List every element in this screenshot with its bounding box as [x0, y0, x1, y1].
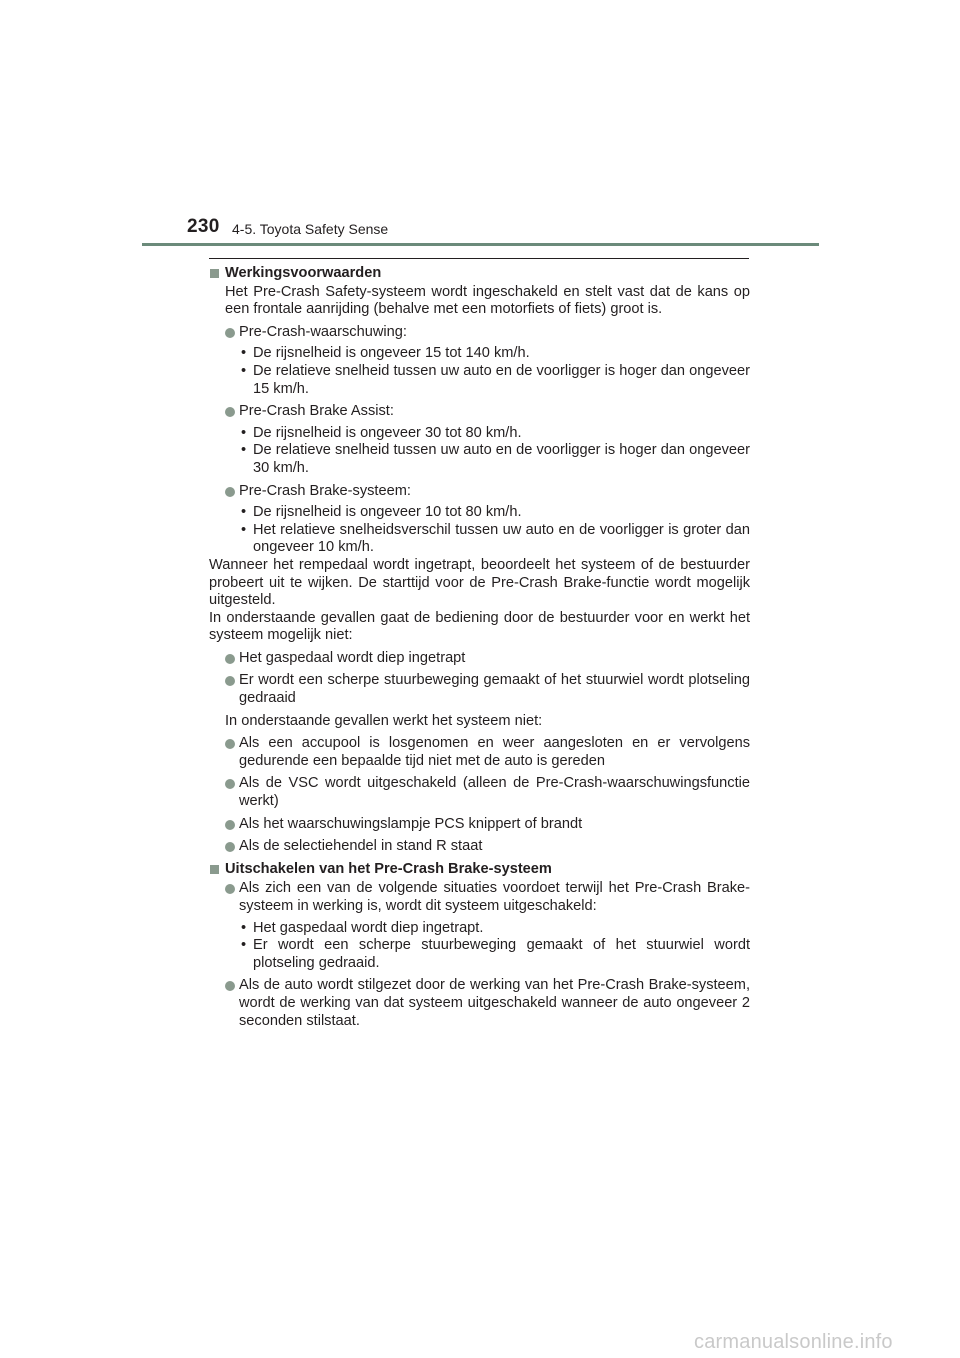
circle-bullet-icon	[225, 842, 235, 852]
sub-item: • De relatieve snelheid tussen uw auto en de voorligger is hoger dan ongeveer 30 km/h.	[241, 442, 750, 476]
sub-item: • Het gaspedaal wordt diep ingetrapt.	[241, 919, 484, 936]
list-item-warning: Pre-Crash-waarschuwing:	[209, 324, 750, 342]
circle-bullet-icon	[225, 739, 235, 749]
circle-bullet-icon	[225, 820, 235, 830]
heading-conditions: Werkingsvoorwaarden	[209, 265, 750, 283]
page-number: 230	[187, 216, 220, 237]
list-item-assist: Pre-Crash Brake Assist:	[209, 403, 750, 421]
circle-bullet-icon	[225, 779, 235, 789]
circle-bullet-icon	[225, 676, 235, 686]
override-intro: In onderstaande gevallen gaat de bediening door de bestuurder voor en werkt het systeem mogelijk niet:	[209, 609, 750, 644]
sub-item: • De rijsnelheid is ongeveer 15 tot 140 km/h.	[241, 345, 530, 362]
square-bullet-icon	[210, 865, 219, 874]
conditions-intro: Het Pre-Crash Safety-systeem wordt ingeschakeld en stelt vast dat de kans op een frontale aanrijding (behalve met een motorfiets of fiets) groot is.	[225, 283, 750, 318]
circle-bullet-icon	[225, 981, 235, 991]
circle-bullet-icon	[225, 487, 235, 497]
brake-note: Wanneer het rempedaal wordt ingetrapt, beoordeelt het systeem of de bestuurder probeert uit te wijken. De starttijd voor de Pre-Crash Brake-functie wordt mogelijk uitgesteld.	[209, 556, 750, 609]
list-item-inactive: Als de selectiehendel in stand R staat	[209, 838, 750, 856]
circle-bullet-icon	[225, 407, 235, 417]
main-content	[209, 265, 750, 1030]
circle-bullet-icon	[225, 654, 235, 664]
section-title: 4-5. Toyota Safety Sense	[232, 221, 389, 237]
list-item-inactive: Als het waarschuwingslampje PCS knippert of brandt	[209, 816, 750, 834]
sub-item: • De relatieve snelheid tussen uw auto en de voorligger is hoger dan ongeveer 15 km/h.	[241, 362, 750, 397]
list-item-override: Het gaspedaal wordt diep ingetrapt	[209, 650, 750, 668]
page-header	[0, 0, 960, 250]
sub-item: • De rijsnelheid is ongeveer 30 tot 80 km/h.	[241, 424, 522, 441]
inactive-intro: In onderstaande gevallen werkt het systeem niet:	[225, 712, 543, 729]
square-bullet-icon	[210, 269, 219, 278]
sub-item: • Het relatieve snelheidsverschil tussen uw auto en de voorligger is groter dan ongeveer 10 km/h.	[241, 521, 750, 556]
sub-item: • Er wordt een scherpe stuurbeweging gemaakt of het stuurwiel wordt plotseling gedraaid.	[241, 937, 750, 971]
circle-bullet-icon	[225, 884, 235, 894]
circle-bullet-icon	[225, 328, 235, 338]
list-item-inactive: Als een accupool is losgenomen en weer aangesloten en er vervolgens gedurende een bepaalde tijd niet met de auto is gereden	[209, 735, 750, 770]
list-item-inactive: Als de VSC wordt uitgeschakeld (alleen de Pre-Crash-waarschuwingsfunctie werkt)	[209, 775, 750, 810]
header-rule	[142, 243, 819, 246]
list-item-override: Er wordt een scherpe stuurbeweging gemaakt of het stuurwiel wordt plotseling gedraaid	[209, 672, 750, 707]
content-divider	[209, 258, 749, 259]
list-item-disable: Als zich een van de volgende situaties voordoet terwijl het Pre-Crash Brake-systeem in werking is, wordt dit systeem uitgeschakeld:	[209, 880, 750, 915]
sub-item: • De rijsnelheid is ongeveer 10 tot 80 km/h.	[241, 504, 522, 521]
list-item-disable: Als de auto wordt stilgezet door de werking van het Pre-Crash Brake-systeem, wordt de werking van dat systeem uitgeschakeld wanneer de auto ongeveer 2 seconden stilstaat.	[209, 977, 750, 1030]
list-item-brake: Pre-Crash Brake-systeem:	[209, 483, 750, 501]
watermark: carmanualsonline.info	[694, 1331, 893, 1353]
heading-disable: Uitschakelen van het Pre-Crash Brake-systeem	[209, 861, 750, 879]
